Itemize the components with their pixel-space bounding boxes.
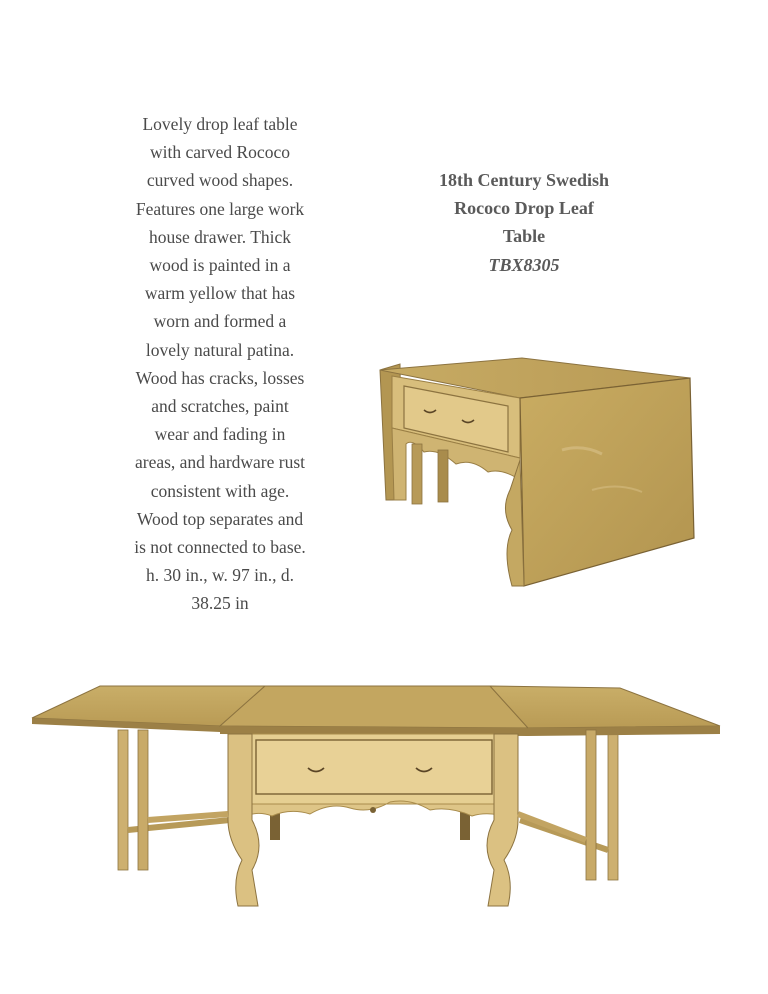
title-line: Table: [502, 226, 546, 247]
description-line: warm yellow that has: [144, 283, 296, 304]
description-line: Lovely drop leaf table: [142, 114, 298, 134]
description-line: areas, and hardware rust: [134, 452, 306, 473]
description-line: worn and formed a: [153, 311, 287, 332]
product-description: [108, 110, 332, 618]
description-line: is not connected to base.: [134, 537, 306, 558]
description-line: consistent with age.: [150, 480, 290, 501]
description-line: curved wood shapes.: [146, 170, 294, 191]
open-table-illustration: [20, 670, 730, 915]
description-line: Features one large work: [135, 198, 305, 219]
description-line: 38.25 in: [191, 593, 249, 614]
description-line: wear and fading in: [154, 424, 286, 445]
title-line: 18th Century Swedish: [438, 170, 610, 190]
description-line: h. 30 in., w. 97 in., d.: [145, 565, 295, 586]
product-title: [404, 166, 644, 279]
description-line: lovely natural patina.: [145, 339, 295, 360]
description-line: and scratches, paint: [151, 396, 289, 417]
description-line: wood is painted in a: [149, 255, 291, 276]
product-sku: TBX8305: [488, 254, 560, 275]
folded-table-illustration: [372, 340, 702, 590]
table-photo-folded: [372, 340, 702, 590]
description-line: with carved Rococo: [150, 142, 290, 163]
description-line: house drawer. Thick: [148, 226, 292, 247]
description-line: Wood has cracks, losses: [135, 367, 305, 388]
table-photo-open: [20, 670, 730, 915]
title-line: Rococo Drop Leaf: [454, 198, 594, 219]
description-line: Wood top separates and: [136, 508, 304, 529]
